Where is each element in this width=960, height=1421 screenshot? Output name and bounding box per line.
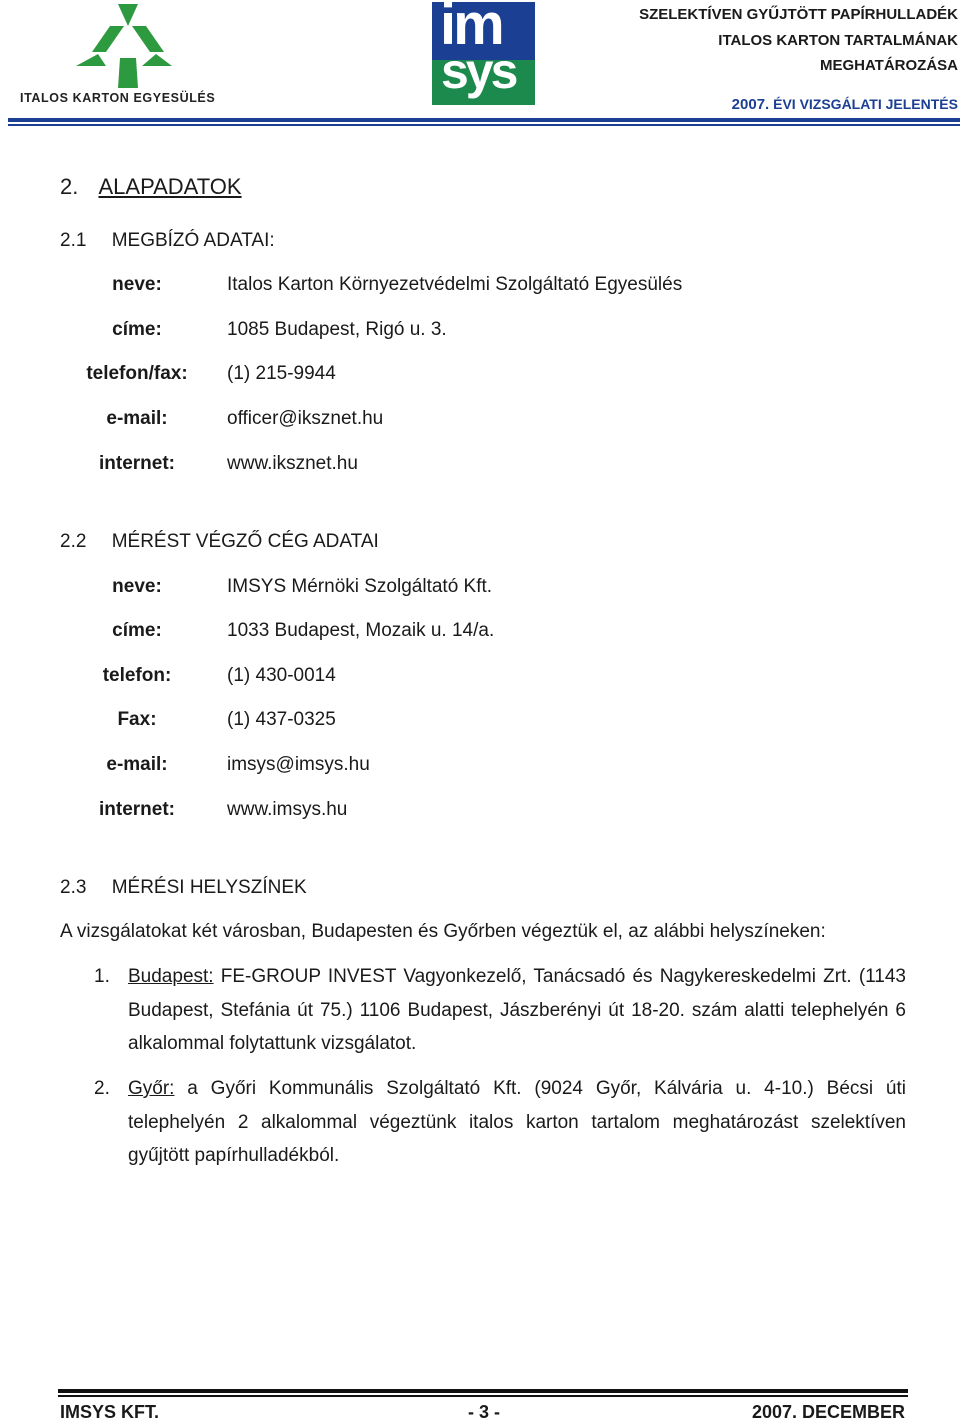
header-report-year: 2007. bbox=[731, 96, 770, 113]
list-item-number: 1. bbox=[94, 966, 110, 987]
client-address-label: címe: bbox=[112, 319, 162, 340]
footer-rule-thin bbox=[58, 1395, 908, 1397]
header-title-line1: SZELEKTÍVEN GYŰJTÖTT PAPÍRHULLADÉK bbox=[639, 6, 958, 23]
section-number: 2. bbox=[60, 174, 79, 199]
list-item-place: Győr: bbox=[128, 1078, 175, 1099]
header-rule-thin bbox=[8, 124, 960, 126]
subsection-title: MEGBÍZÓ ADATAI: bbox=[111, 230, 275, 251]
subsection-2-3-heading bbox=[60, 877, 307, 899]
section-heading bbox=[60, 174, 242, 199]
client-phone-label: telefon/fax: bbox=[86, 363, 188, 384]
subsection-title: MÉRÉST VÉGZŐ CÉG ADATAI bbox=[111, 531, 379, 552]
company-email-label: e-mail: bbox=[106, 754, 168, 775]
list-item-text: FE-GROUP INVEST Vagyonkezelő, Tanácsadó és Nagykereskedelmi Zrt. (1143 Budapest, Stefánia út 75.) 1106 Budapest, Jászberényi út 18-20. szám alatti telephelyén 6 alkalommal folytattunk vizsgálatot. bbox=[128, 966, 906, 1054]
client-email-value: officer@iksznet.hu bbox=[227, 408, 384, 429]
company-email-value: imsys@imsys.hu bbox=[227, 754, 370, 775]
header-report-text: ÉVI VIZSGÁLATI JELENTÉS bbox=[773, 96, 958, 112]
header-rule bbox=[8, 118, 960, 122]
company-fax-value: (1) 437-0325 bbox=[227, 709, 336, 730]
company-fax-label: Fax: bbox=[117, 709, 157, 730]
client-internet-label: internet: bbox=[99, 453, 175, 474]
company-phone-label: telefon: bbox=[102, 665, 172, 686]
client-phone-value: (1) 215-9944 bbox=[227, 363, 336, 384]
company-address-value: 1033 Budapest, Mozaik u. 14/a. bbox=[227, 620, 495, 641]
header-title bbox=[639, 2, 958, 79]
header-title-line3: MEGHATÁROZÁSA bbox=[819, 57, 958, 74]
footer-company: IMSYS KFT. bbox=[60, 1402, 160, 1421]
italos-karton-logo bbox=[18, 0, 218, 110]
company-name-value: IMSYS Mérnöki Szolgáltató Kft. bbox=[227, 576, 493, 597]
client-name-value: Italos Karton Környezetvédelmi Szolgáltató Egyesülés bbox=[227, 274, 683, 295]
client-name-label: neve: bbox=[112, 274, 162, 295]
locations-intro: A vizsgálatokat két városban, Budapesten és Győrben végeztük el, az alábbi helyszíneken: bbox=[60, 921, 826, 942]
footer-rule bbox=[58, 1389, 908, 1393]
subsection-title: MÉRÉSI HELYSZÍNEK bbox=[111, 877, 307, 898]
company-name-label: neve: bbox=[112, 576, 162, 597]
header-report-label bbox=[732, 96, 958, 113]
list-item-text: a Győri Kommunális Szolgáltató Kft. (9024 Győr, Kálvária u. 4-10.) Bécsi úti telephelyén 2 alkalommal végeztünk italos karton tartalom meghatározást szelektíven gyűjtött papírhulladékból. bbox=[128, 1078, 906, 1166]
footer-date: 2007. DECEMBER bbox=[751, 1402, 905, 1421]
imsys-logo-sys: sys bbox=[441, 43, 516, 99]
client-address-value: 1085 Budapest, Rigó u. 3. bbox=[227, 319, 447, 340]
list-item-number: 2. bbox=[94, 1078, 110, 1099]
imsys-logo-im: im bbox=[440, 2, 502, 57]
list-item-budapest bbox=[128, 960, 906, 1061]
client-email-label: e-mail: bbox=[106, 408, 168, 429]
subsection-number: 2.3 bbox=[60, 877, 87, 898]
list-item-gyor bbox=[128, 1072, 906, 1173]
subsection-number: 2.2 bbox=[60, 531, 87, 552]
company-internet-label: internet: bbox=[99, 799, 175, 820]
italos-karton-emblem-icon bbox=[76, 0, 176, 92]
client-internet-value: www.iksznet.hu bbox=[227, 453, 358, 474]
company-address-label: címe: bbox=[112, 620, 162, 641]
imsys-logo bbox=[432, 2, 535, 105]
company-internet-value: www.imsys.hu bbox=[227, 799, 348, 820]
subsection-number: 2.1 bbox=[60, 230, 87, 251]
header-title-line2: ITALOS KARTON TARTALMÁNAK bbox=[718, 31, 958, 49]
footer-page-number: - 3 - bbox=[468, 1402, 501, 1421]
section-title: ALAPADATOK bbox=[98, 174, 242, 199]
company-phone-value: (1) 430-0014 bbox=[227, 665, 336, 686]
list-item-place: Budapest: bbox=[128, 966, 214, 987]
subsection-2-2-heading bbox=[60, 531, 379, 553]
subsection-2-1-heading bbox=[60, 230, 275, 252]
italos-karton-logo-text: ITALOS KARTON EGYESÜLÉS bbox=[20, 91, 216, 105]
